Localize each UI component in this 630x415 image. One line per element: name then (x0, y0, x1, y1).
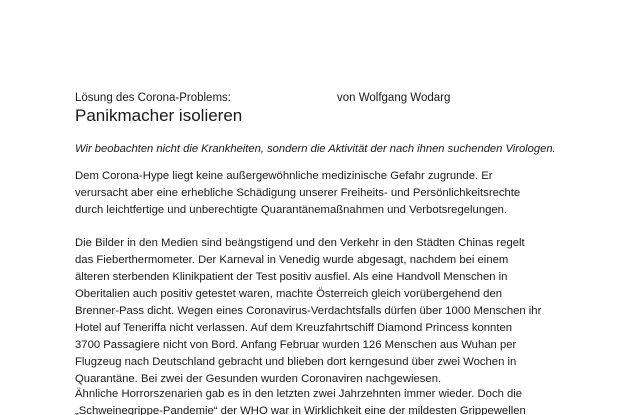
article-title: Panikmacher isolieren (75, 106, 243, 125)
article-topic: Lösung des Corona-Problems: (75, 92, 231, 104)
paragraph-line: Die Bilder in den Medien sind beängstigend und den Verkehr in den Städten Chinas regelt (75, 237, 525, 249)
paragraph-1 (75, 168, 615, 219)
paragraph-line: Oberitalien auch positiv getestet waren, machte Österreich gleich vorübergehend den (75, 288, 503, 300)
article-lead: Wir beobachten nicht die Krankheiten, sondern die Aktivität der nach ihnen suchenden Virologen. (75, 143, 556, 155)
paragraph-2 (75, 235, 615, 388)
paragraph-line: Dem Corona-Hype liegt keine außergewöhnliche medizinische Gefahr zugrunde. Er (75, 170, 493, 182)
paragraph-line: Flugzeug nach Deutschland gebracht und blieben dort kerngesund über zwei Wochen in (75, 356, 517, 368)
paragraph-line: Ähnliche Horrorszenarien gab es in den letzten zwei Jahrzehnten immer wieder. Doch die (75, 388, 523, 400)
paragraph-line: Brenner-Pass dicht. Wegen eines Coronavirus-Verdachtsfalls dürfen über 1000 Menschen ihr (75, 305, 542, 317)
paragraph-3 (75, 386, 615, 415)
paragraph-line: 3700 Passagiere nicht von Bord. Anfang Februar wurden 126 Menschen aus Wuhan per (75, 339, 517, 351)
paragraph-line: Quarantäne. Bei zwei der Gesunden wurden Coronaviren nachgewiesen. (75, 373, 442, 385)
paragraph-line: durch leichtfertige und unberechtigte Quarantänemaßnahmen und Verbotsregelungen. (75, 204, 508, 216)
paragraph-line: Hotel auf Teneriffa nicht verlassen. Auf dem Kreuzfahrtschiff Diamond Princess konnten (75, 322, 513, 334)
paragraph-line: das Fieberthermometer. Der Karneval in Venedig wurde abgesagt, nachdem bei einem (75, 254, 509, 266)
paragraph-line: älteren sterbenden Klinikpatient der Test positiv ausfiel. Als eine Handvoll Menschen in (75, 271, 508, 283)
paragraph-line: „Schweinegrippe-Pandemie“ der WHO war in Wirklichkeit eine der mildesten Grippewellen (75, 405, 526, 415)
article-author: von Wolfgang Wodarg (337, 92, 451, 104)
paragraph-line: verursacht aber eine erhebliche Schädigung unserer Freiheits- und Persönlichkeitsrechte (75, 187, 521, 199)
